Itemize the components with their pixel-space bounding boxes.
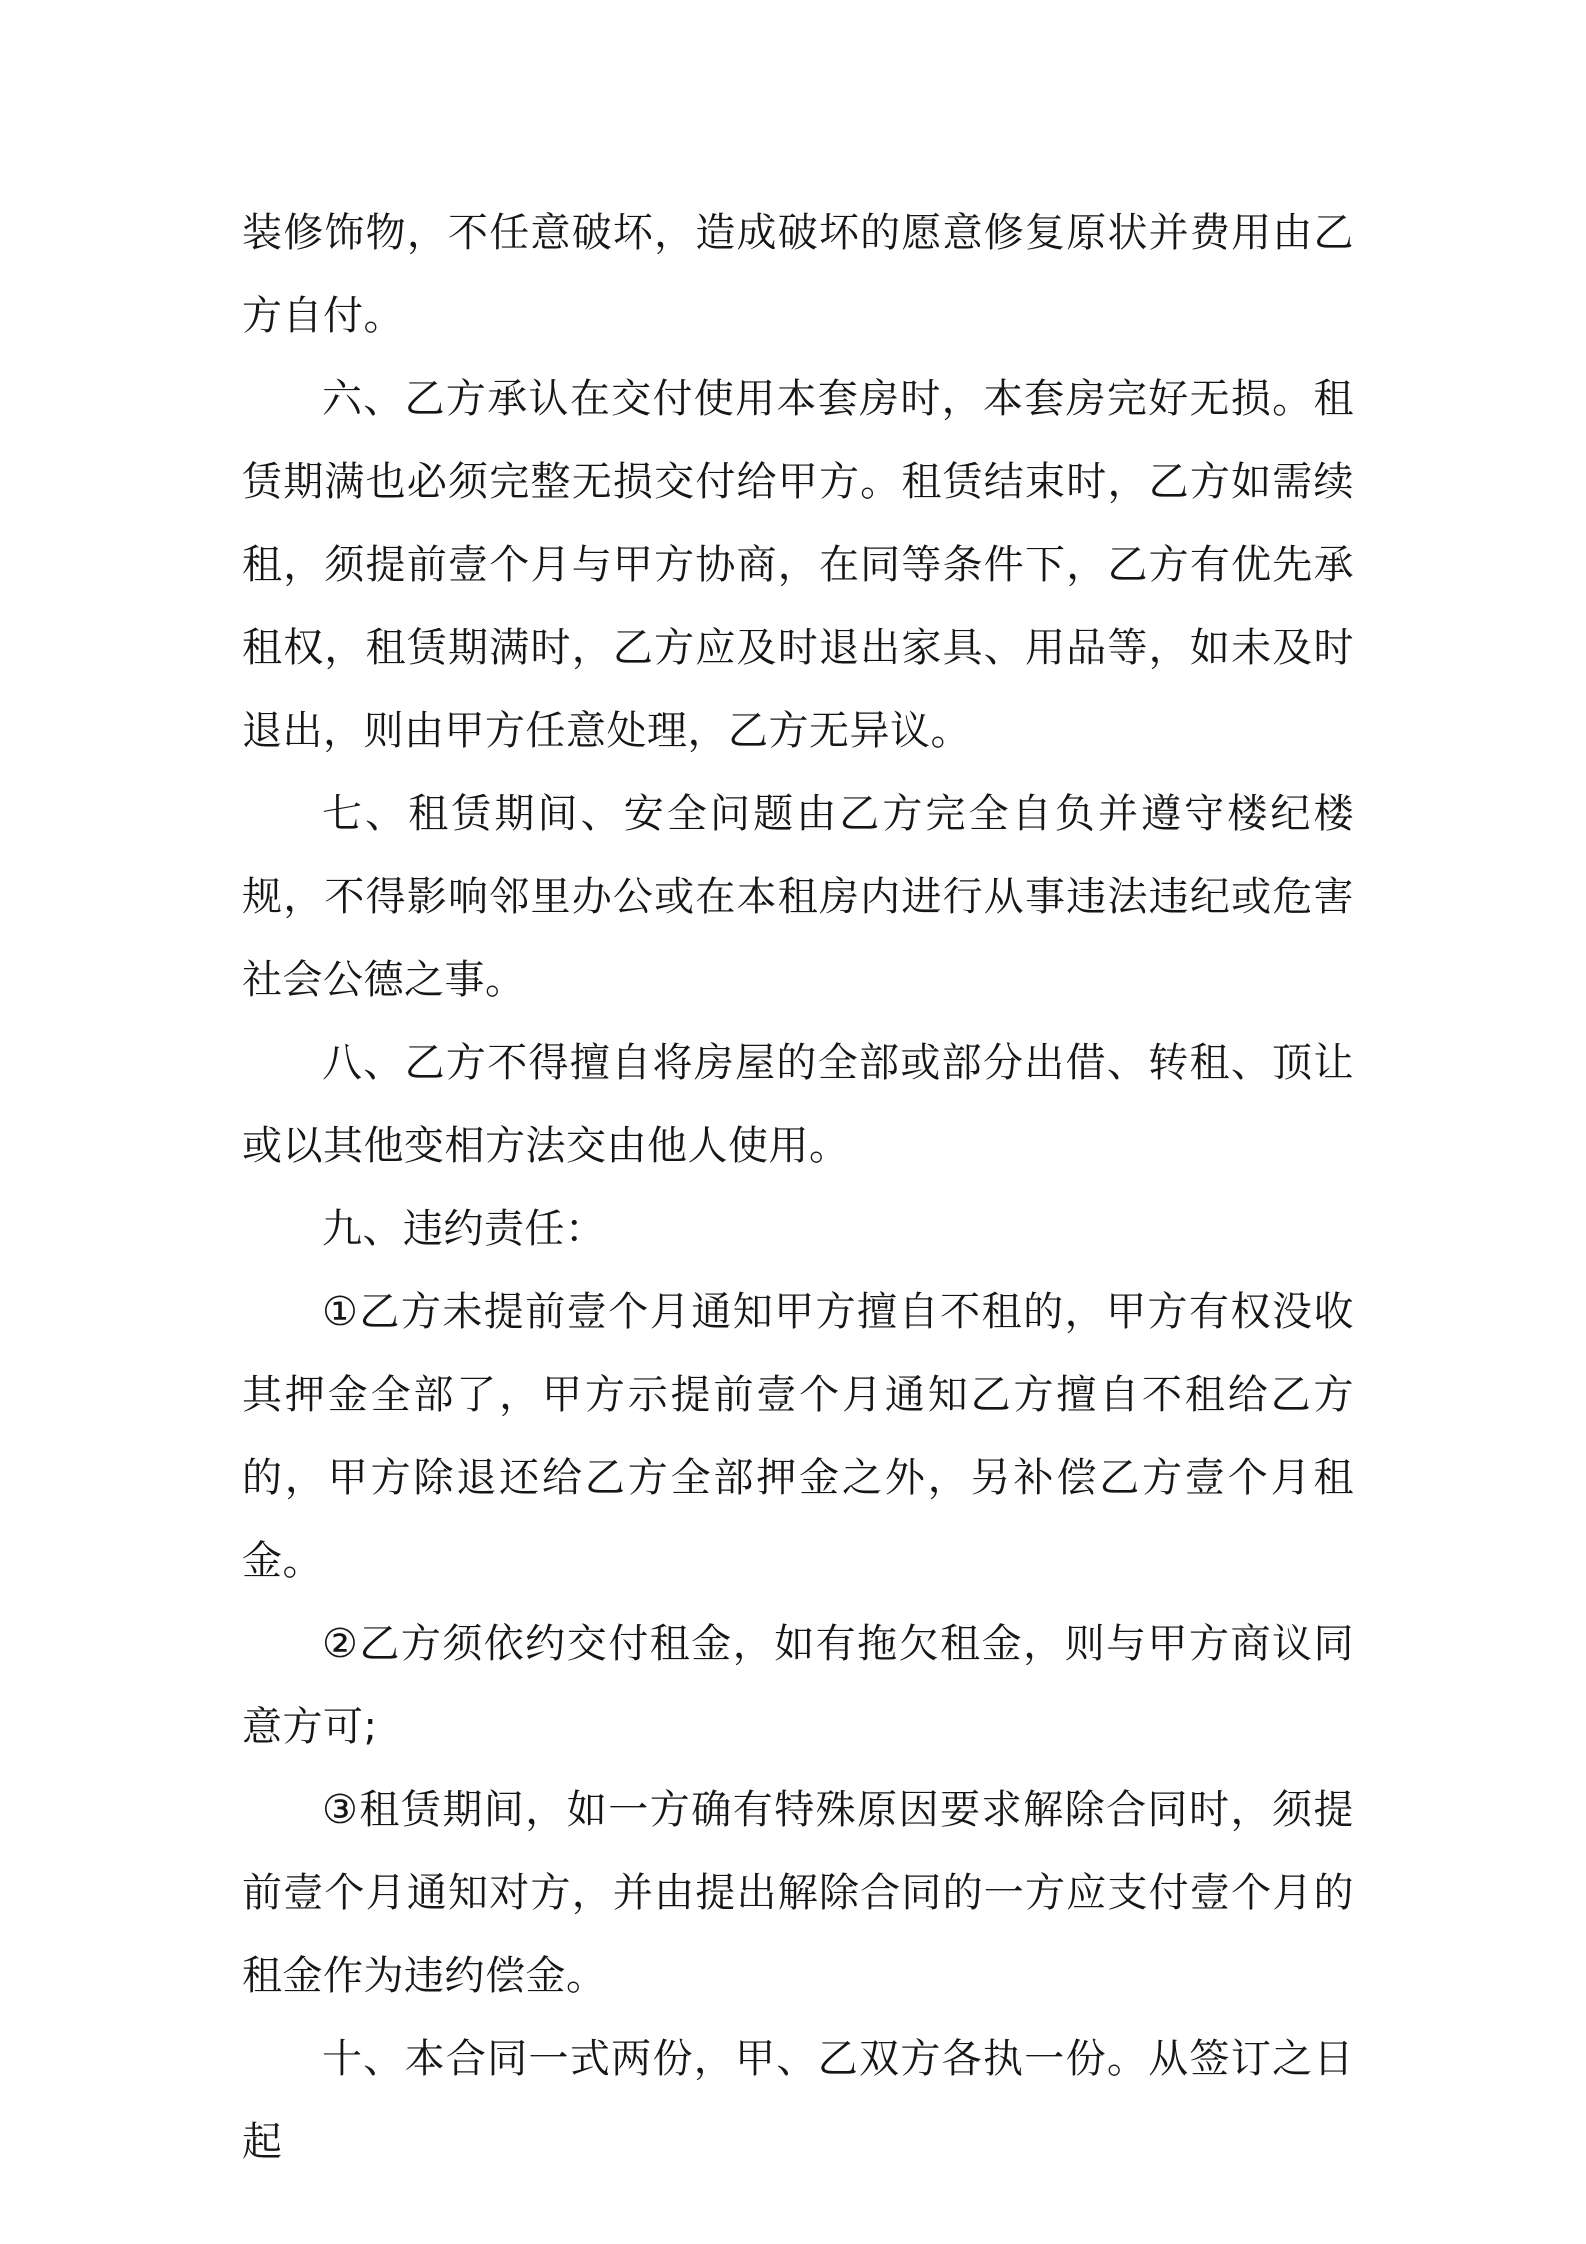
paragraph-clause-9-heading: 九、违约责任： [322,1206,606,1252]
paragraph-decoration-clause: 装修饰物，不任意破坏，造成破坏的愿意修复原状并费用由乙方自付。 [242,210,1354,339]
paragraph-clause-8: 八、乙方不得擅自将房屋的全部或部分出借、转租、顶让或以其他变相方法交由他人使用。 [242,1040,1354,1169]
paragraph-clause-9-item-2: ②乙方须依约交付租金，如有拖欠租金，则与甲方商议同意方可; [242,1621,1354,1750]
paragraph-clause-6: 六、乙方承认在交付使用本套房时，本套房完好无损。租赁期满也必须完整无损交付给甲方。租赁结束时，乙方如需续租，须提前壹个月与甲方协商，在同等条件下，乙方有优先承租权，租赁期满时，乙方应及时退出家具、用品等，如未及时退出，则由甲方任意处理，乙方无异议。 [242,376,1354,754]
document-body [242,192,1354,2184]
paragraph-clause-10: 十、本合同一式两份，甲、乙双方各执一份。从签订之日起 [242,2036,1354,2165]
paragraph-clause-7: 七、租赁期间、安全问题由乙方完全自负并遵守楼纪楼规，不得影响邻里办公或在本租房内进行从事违法违纪或危害社会公德之事。 [242,791,1354,1003]
paragraph-clause-9-item-3: ③租赁期间，如一方确有特殊原因要求解除合同时，须提前壹个月通知对方，并由提出解除合同的一方应支付壹个月的租金作为违约偿金。 [242,1787,1354,1999]
paragraph-clause-9-item-1: ①乙方未提前壹个月通知甲方擅自不租的，甲方有权没收其押金全部了，甲方示提前壹个月通知乙方擅自不租给乙方的，甲方除退还给乙方全部押金之外，另补偿乙方壹个月租金。 [242,1289,1354,1584]
